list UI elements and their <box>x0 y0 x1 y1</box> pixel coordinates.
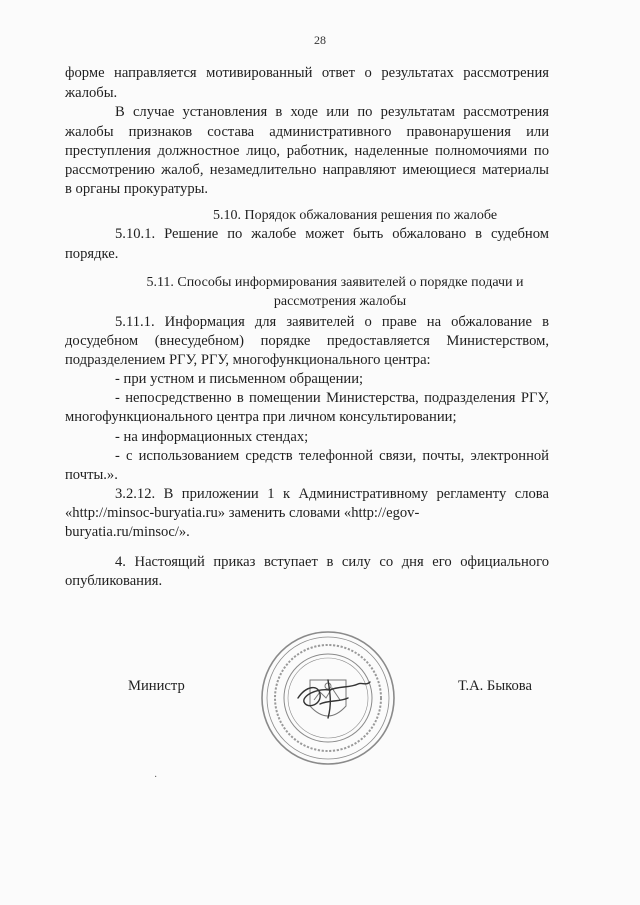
official-seal-icon <box>258 628 398 768</box>
section-heading-5-10: 5.10. Порядок обжалования решения по жалобе <box>212 208 498 223</box>
body-line: жалобы признаков состава административного правонарушения или <box>65 124 549 140</box>
body-line: подразделением РГУ, РГУ, многофункционального центра: <box>65 352 431 368</box>
page-number: 28 <box>314 33 326 47</box>
body-line: В случае установления в ходе или по результатам рассмотрения <box>115 104 549 120</box>
body-line: 5.11.1. Информация для заявителей о праве на обжалование в <box>115 314 549 330</box>
section-heading-5-11: 5.11. Способы информирования заявителей о порядке подачи и <box>146 275 524 290</box>
list-item: - с использованием средств телефонной связи, почты, электронной <box>115 448 549 464</box>
signature-title: Министр <box>128 678 185 694</box>
section-heading-5-11: рассмотрения жалобы <box>273 294 407 309</box>
handwritten-signature-icon <box>298 680 370 718</box>
body-line: «http://minsoc-buryatia.ru» заменить словами «http://egov- <box>65 505 420 521</box>
scan-speck: · <box>154 772 158 783</box>
body-line: в органы прокуратуры. <box>65 181 209 197</box>
list-item: - непосредственно в помещении Министерства, подразделения РГУ, <box>115 390 549 406</box>
body-line: многофункционального центра при личном консультировании; <box>65 409 457 425</box>
body-line: преступления должностное лицо, работник, наделенные полномочиями по <box>65 143 549 159</box>
list-item: - на информационных стендах; <box>115 429 309 445</box>
body-line: рассмотрению жалоб, незамедлительно направляют имеющиеся материалы <box>65 162 549 178</box>
body-line: buryatia.ru/minsoc/». <box>65 524 190 540</box>
body-line: опубликования. <box>65 573 163 589</box>
body-line: почты.». <box>65 467 118 483</box>
list-item: - при устном и письменном обращении; <box>115 371 364 387</box>
body-line: 4. Настоящий приказ вступает в силу со дня его официального <box>115 554 549 570</box>
signature-name: Т.А. Быкова <box>458 678 532 694</box>
body-line: жалобы. <box>65 85 118 101</box>
body-line: досудебном (внесудебном) порядке предоставляется Министерством, <box>65 333 549 349</box>
body-line: 5.10.1. Решение по жалобе может быть обжаловано в судебном <box>115 226 549 242</box>
body-line: 3.2.12. В приложении 1 к Административному регламенту слова <box>115 486 549 502</box>
body-line: порядке. <box>65 246 119 262</box>
body-line: форме направляется мотивированный ответ о результатах рассмотрения <box>65 65 549 81</box>
